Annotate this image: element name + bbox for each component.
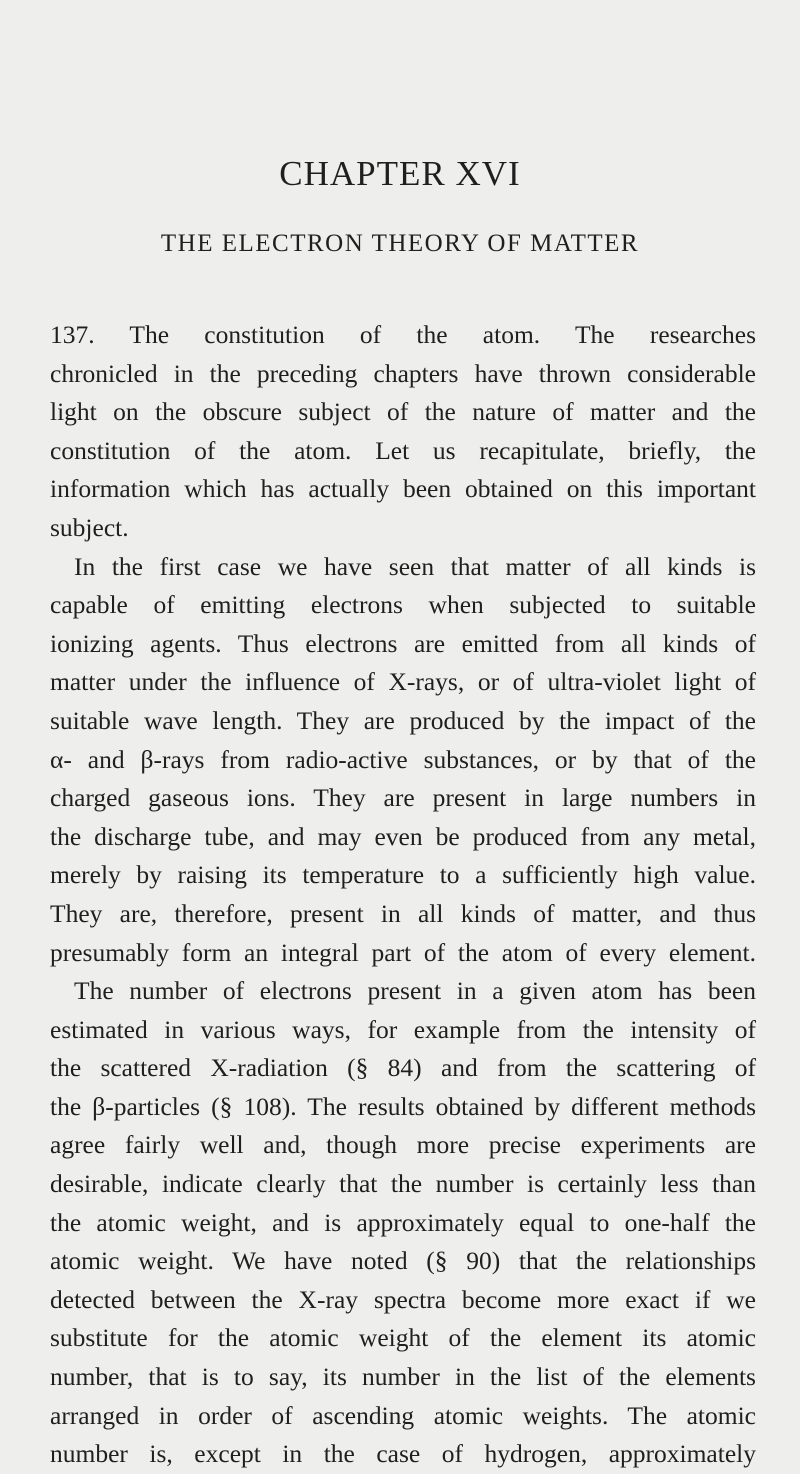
text-line: matter under the influence of X-rays, or of ultra-violet light of bbox=[50, 667, 756, 697]
body-text bbox=[50, 316, 756, 1474]
text-line: constitution of the atom. Let us recapitulate, briefly, the bbox=[50, 435, 756, 465]
text-line: α- and β-rays from radio-active substances, or by that of the bbox=[50, 744, 756, 774]
paragraph-3 bbox=[50, 972, 756, 1474]
text-line: atomic weight. We have noted (§ 90) that the relationships bbox=[50, 1246, 756, 1276]
chapter-subtitle: THE ELECTRON THEORY OF MATTER bbox=[160, 230, 640, 257]
text-line: They are, therefore, present in all kinds of matter, and thus bbox=[50, 898, 756, 928]
text-line: suitable wave length. They are produced by the impact of the bbox=[50, 705, 756, 735]
text-line: the β-particles (§ 108). The results obtained by different methods bbox=[50, 1091, 756, 1121]
text-line: agree fairly well and, though more precise experiments are bbox=[50, 1130, 756, 1160]
text-line: light on the obscure subject of the nature of matter and the bbox=[50, 397, 756, 427]
text-line: the atomic weight, and is approximately equal to one-half the bbox=[50, 1207, 756, 1237]
text-line: substitute for the atomic weight of the element its atomic bbox=[50, 1323, 756, 1353]
text-line: merely by raising its temperature to a sufficiently high value. bbox=[50, 860, 756, 890]
text-line: charged gaseous ions. They are present in large numbers in bbox=[50, 783, 756, 813]
chapter-title: CHAPTER XVI bbox=[279, 154, 521, 193]
text-line: the discharge tube, and may even be produced from any metal, bbox=[50, 821, 756, 851]
text-line: presumably form an integral part of the atom of every element. bbox=[50, 937, 756, 967]
text-line: chronicled in the preceding chapters have thrown considerable bbox=[50, 358, 756, 388]
text-line: In the first case we have seen that matter of all kinds is bbox=[74, 551, 756, 581]
text-line: estimated in various ways, for example from the intensity of bbox=[50, 1014, 756, 1044]
text-line: number is, except in the case of hydrogen, approximately bbox=[50, 1439, 756, 1469]
text-line: the scattered X-radiation (§ 84) and from the scattering of bbox=[50, 1053, 756, 1083]
text-line: arranged in order of ascending atomic weights. The atomic bbox=[50, 1400, 756, 1430]
text-line: desirable, indicate clearly that the number is certainly less than bbox=[50, 1169, 756, 1199]
text-line: The number of electrons present in a given atom has been bbox=[74, 976, 756, 1006]
text-line: number, that is to say, its number in the list of the elements bbox=[50, 1362, 756, 1392]
text-line: capable of emitting electrons when subjected to suitable bbox=[50, 590, 756, 620]
text-line: 137. The constitution of the atom. The researches bbox=[50, 320, 756, 349]
text-line: information which has actually been obtained on this important bbox=[50, 474, 756, 504]
paragraph-1 bbox=[50, 316, 756, 548]
text-line: subject. bbox=[50, 512, 129, 542]
paragraph-2 bbox=[50, 548, 756, 973]
text-line: ionizing agents. Thus electrons are emitted from all kinds of bbox=[50, 628, 756, 658]
text-line: detected between the X-ray spectra become more exact if we bbox=[50, 1284, 756, 1314]
